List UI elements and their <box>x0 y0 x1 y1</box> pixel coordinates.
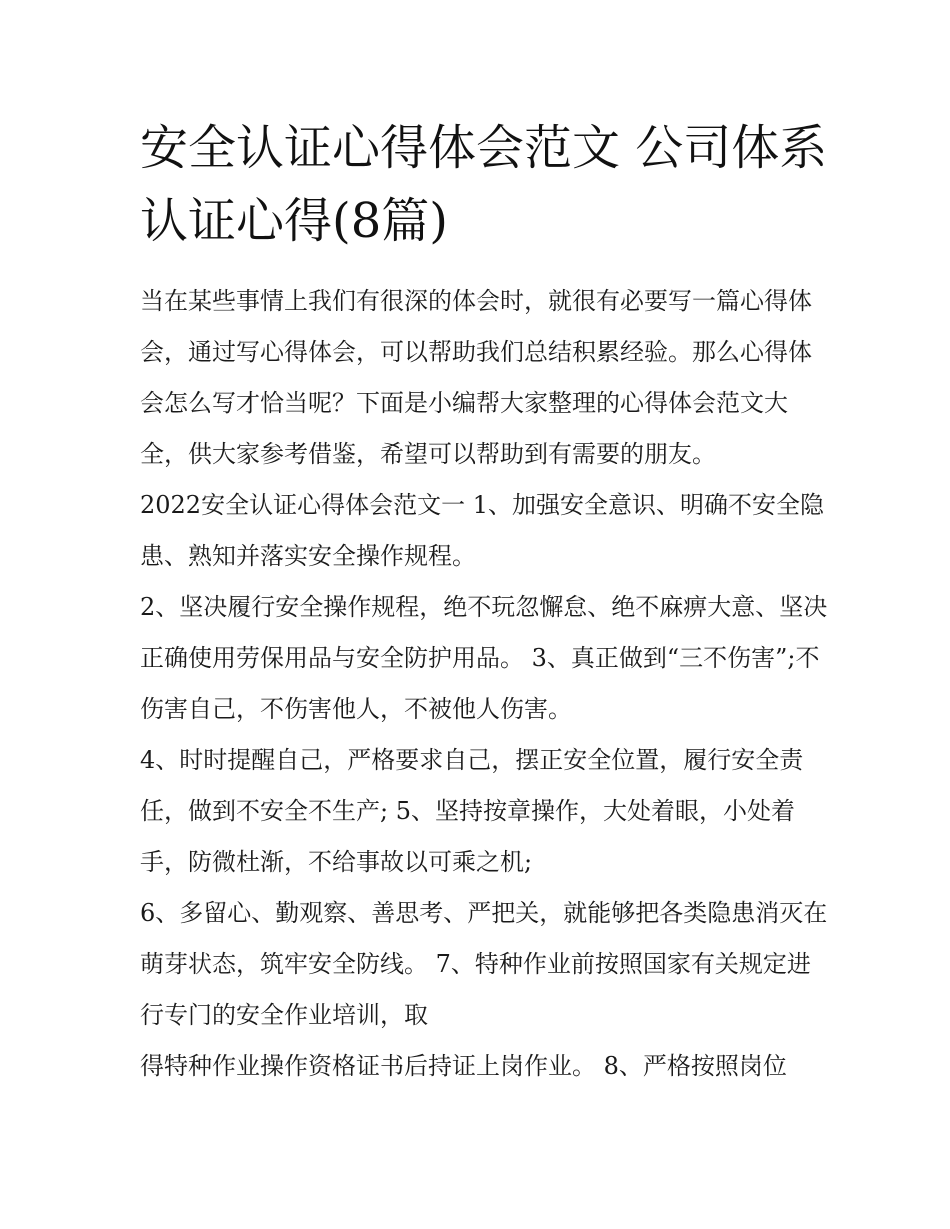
paragraph-1: 2022安全认证心得体会范文一 1、加强安全意识、明确不安全隐患、熟知并落实安全操作规程。 <box>140 491 824 570</box>
paragraph-8: 得特种作业操作资格证书后持证上岗作业。 8、严格按照岗位 <box>140 1052 787 1080</box>
paragraph-2-3: 2、坚决履行安全操作规程，绝不玩忽懈怠、绝不麻痹大意、坚决正确使用劳保用品与安全防护用品。 3、真正做到“三不伤害”;不伤害自己，不伤害他人，不被他人伤害。 <box>140 593 828 723</box>
document-title: 安全认证心得体会范文 公司体系认证心得(8篇) <box>140 120 828 249</box>
paragraph-intro: 当在某些事情上我们有很深的体会时，就很有必要写一篇心得体会，通过写心得体会，可以帮助我们总结积累经验。那么心得体会怎么写才恰当呢？下面是小编帮大家整理的心得体会范文大全，供大家参考借鉴，希望可以帮助到有需要的朋友。 <box>140 287 812 468</box>
paragraph-4-5: 4、时时提醒自己，严格要求自己，摆正安全位置，履行安全责任，做到不安全不生产; 5、坚持按章操作，大处着眼，小处着手，防微杜渐，不给事故以可乘之机; <box>140 746 804 876</box>
document-body <box>140 276 830 1092</box>
paragraph-6-7: 6、多留心、勤观察、善思考、严把关，就能够把各类隐患消灭在萌芽状态，筑牢安全防线。 7、特种作业前按照国家有关规定进行专门的安全作业培训，取 <box>140 899 828 1029</box>
